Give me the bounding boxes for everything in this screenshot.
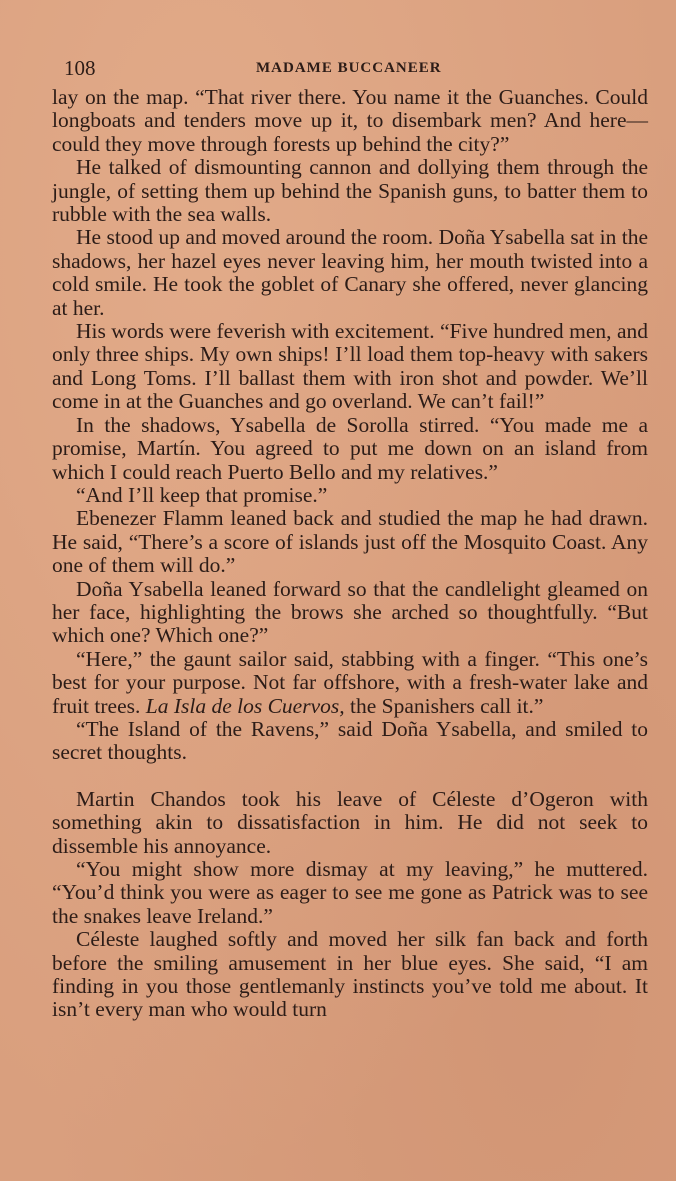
paragraph: His words were feverish with excitement. “Five hundred men, and only three ships. My own ships! I’ll load them top-heavy with sakers and Long Toms. I’ll ballast them with iron shot and powder. We’ll come in at the Guanches and go overland. We can’t fail!” [52,319,648,414]
paragraph-text: “Here,” the gaunt sailor said, stabbing with a finger. “This one’s best for your purpose. Not far offshore, with a fresh-water lake and fruit trees. [52,646,648,718]
paragraph: “You might show more dismay at my leaving,” he muttered. “You’d think you were as eager to see me gone as Patrick was to see the snakes leave Ireland.” [52,857,648,928]
paragraph: Céleste laughed softly and moved her silk fan back and forth before the smiling amusement in her blue eyes. She said, “I am finding in you those gentlemanly instincts you’ve told me about. It isn’t every man who would turn [52,927,648,1022]
paragraph: He talked of dismounting cannon and dollying them through the jungle, of setting them up behind the Spanish guns, to batter them to rubble with the sea walls. [52,155,648,227]
running-title: MADAME BUCCANEER [256,60,442,76]
paragraph [52,648,648,718]
paragraph: Martin Chandos took his leave of Céleste d’Ogeron with something akin to dissatisfaction in him. He did not seek to dissemble his annoyance. [52,786,648,858]
paragraph-text: the Spanishers call it.” [344,693,544,718]
page-number: 108 [64,56,96,80]
paragraph: “The Island of the Ravens,” said Doña Ysabella, and smiled to secret thoughts. [52,716,648,765]
running-head [52,54,648,86]
body-text [52,86,648,1022]
paragraph: Ebenezer Flamm leaned back and studied the map he had drawn. He said, “There’s a score of islands just off the Mosquito Coast. Any one of them will do.” [52,506,648,578]
paragraph: He stood up and moved around the room. Doña Ysabella sat in the shadows, her hazel eyes never leaving him, her mouth twisted into a cold smile. He took the goblet of Canary she offered, never glancing at her. [52,225,648,320]
paragraph: Doña Ysabella leaned forward so that the candlelight gleamed on her face, highlighting the brows she arched so thoughtfully. “But which one? Which one?” [52,576,648,648]
book-page [52,54,648,1022]
paragraph: “And I’ll keep that promise.” [76,482,328,507]
paragraph: lay on the map. “That river there. You name it the Guanches. Could longboats and tenders move up it, to disembark men? And here—could they move through forests up behind the city?” [52,85,648,156]
italic-island-name: La Isla de los Cuervos, [145,693,345,718]
paragraph: In the shadows, Ysabella de Sorolla stirred. “You made me a promise, Martín. You agreed to put me down on an island from which I could reach Puerto Bello and my relatives.” [52,412,648,484]
